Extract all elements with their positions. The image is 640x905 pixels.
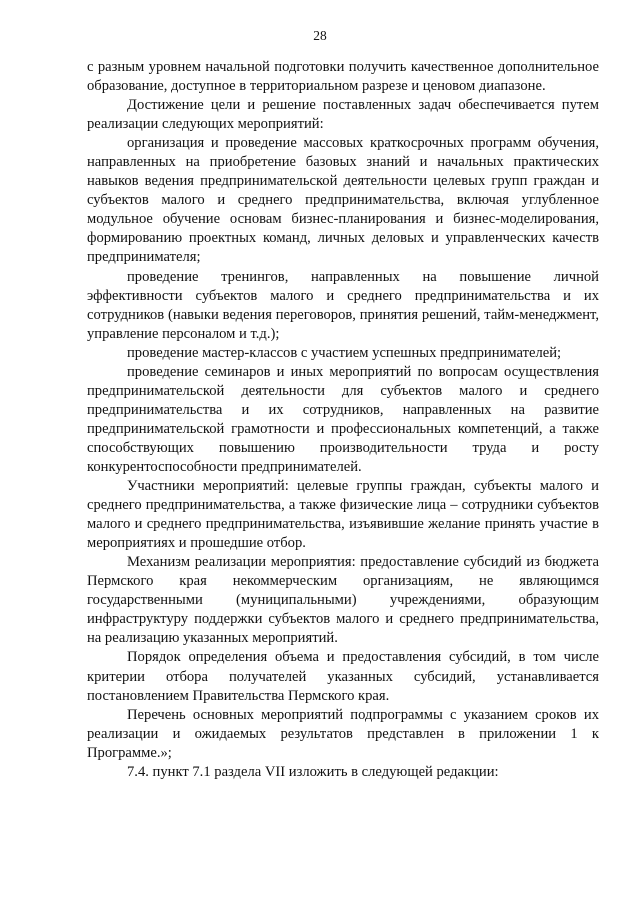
document-body xyxy=(87,58,599,782)
paragraph-participants: Участники мероприятий: целевые группы граждан, субъекты малого и среднего предпринимательства, а также физические лица – сотрудники субъектов малого и среднего предпринимательства, изъявившие желание принять участие в мероприятиях и прошедшие отбор. xyxy=(87,478,599,552)
paragraph-measures-intro: Достижение цели и решение поставленных задач обеспечивается путем реализации следующих мероприятий: xyxy=(87,97,599,133)
paragraph-amendment-7-4: 7.4. пункт 7.1 раздела VII изложить в следующей редакции: xyxy=(127,763,499,780)
list-item-master-classes: проведение мастер-классов с участием успешных предпринимателей; xyxy=(127,344,562,361)
paragraph-subsidy-procedure: Порядок определения объема и предоставления субсидий, в том числе критерии отбора получателей указанных субсидий, устанавливается постановлением Правительства Пермского края. xyxy=(87,649,599,704)
list-item-mass-training: организация и проведение массовых краткосрочных программ обучения, направленных на приобретение базовых знаний и начальных практических навыков ведения предпринимательской деятельности целевых групп граждан и субъектов малого и среднего предпринимательства, включая углубленное модульное обучение основам бизнес-планирования и бизнес-моделирования, формированию проектных команд, личных деловых и управленческих качеств предпринимателя; xyxy=(87,135,599,266)
list-item-trainings: проведение тренингов, направленных на повышение личной эффективности субъектов малого и среднего предпринимательства и их сотрудников (навыки ведения переговоров, принятия решений, тайм-менеджмент, управление персоналом и т.д.); xyxy=(87,268,599,342)
page-number: 28 xyxy=(313,28,327,43)
paragraph-measures-list: Перечень основных мероприятий подпрограммы с указанием сроков их реализации и ожидаемых результатов представлен в приложении 1 к Программе.»; xyxy=(87,706,599,761)
list-item-seminars: проведение семинаров и иных мероприятий по вопросам осуществления предпринимательской деятельности для субъектов малого и среднего предпринимательства и их сотрудников, направленных на развитие предпринимательской грамотности и профессиональных компетенций, а также способствующих повышению производительности труда и росту конкурентоспособности предпринимателей. xyxy=(87,363,599,475)
paragraph-continuation: с разным уровнем начальной подготовки получить качественное дополнительное образование, доступное в территориальном разрезе и ценовом диапазоне. xyxy=(87,59,599,95)
paragraph-mechanism: Механизм реализации мероприятия: предоставление субсидий из бюджета Пермского края некоммерческим организациям, не являющимся государственными (муниципальными) учреждениями, образующим инфраструктуру поддержки субъектов малого и среднего предпринимательства, на реализацию указанных мероприятий. xyxy=(87,554,599,647)
